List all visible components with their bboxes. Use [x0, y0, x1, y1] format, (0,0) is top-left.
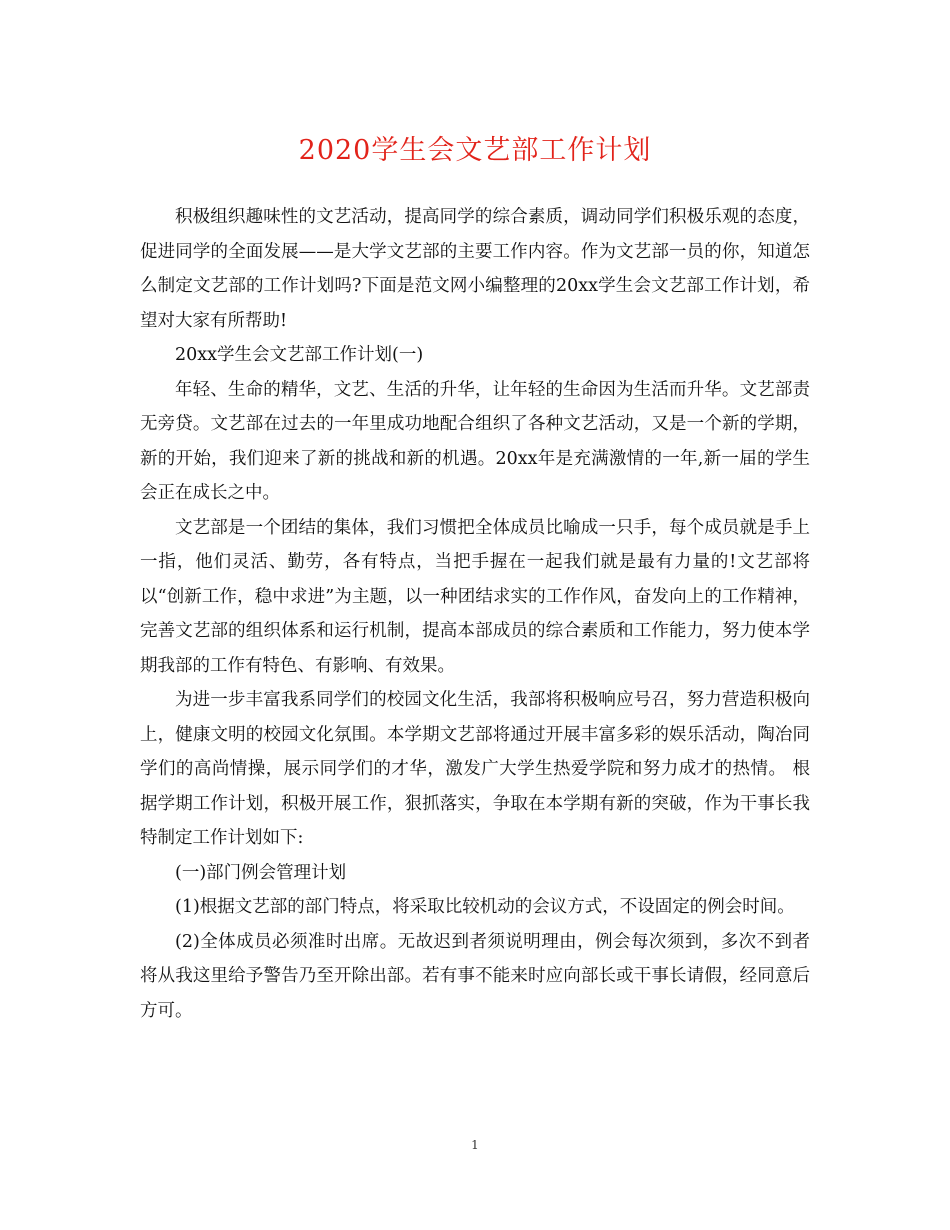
subheading-meeting-plan: (一)部门例会管理计划: [175, 862, 347, 883]
paragraph-youth: 年轻、生命的精华，文艺、生活的升华，让年轻的生命因为生活而升华。文艺部责无旁贷。文艺部在过去的一年里成功地配合组织了各种文艺活动，又是一个新的学期，新的开始，我们迎来了新的挑战和新的机遇。20xx年是充满激情的一年,新一届的学生会正在成长之中。: [140, 379, 810, 503]
list-item-2: (2)全体成员必须准时出席。无故迟到者须说明理由，例会每次须到，多次不到者将从我这里给予警告乃至开除出部。若有事不能来时应向部长或干事长请假，经同意后方可。: [140, 931, 810, 1021]
paragraph-team: 文艺部是一个团结的集体，我们习惯把全体成员比喻成一只手，每个成员就是手上一指，他们灵活、勤劳，各有特点，当把手握在一起我们就是最有力量的!文艺部将以“创新工作，稳中求进”为主题，以一种团结求实的工作作风，奋发向上的工作精神，完善文艺部的组织体系和运行机制，提高本部成员的综合素质和工作能力，努力使本学期我部的工作有特色、有影响、有效果。: [140, 517, 810, 676]
paragraph-campus-culture: 为进一步丰富我系同学们的校园文化生活，我部将积极响应号召，努力营造积极向上，健康文明的校园文化氛围。本学期文艺部将通过开展丰富多彩的娱乐活动，陶冶同学们的高尚情操，展示同学们的才华，激发广大学生热爱学院和努力成才的热情。 根据学期工作计划，积极开展工作，狠抓落实，争取在本学期有新的突破，作为干事长我特制定工作计划如下:: [140, 690, 810, 848]
document-title: 2020学生会文艺部工作计划: [298, 135, 652, 166]
section-heading-plan-one: 20xx学生会文艺部工作计划(一): [175, 345, 424, 365]
page-number: 1: [471, 1138, 479, 1152]
list-item-1: (1)根据文艺部的部门特点，将采取比较机动的会议方式，不设固定的例会时间。: [175, 897, 795, 917]
document-body: [140, 200, 810, 1028]
intro-paragraph: 积极组织趣味性的文艺活动，提高同学的综合素质，调动同学们积极乐观的态度，促进同学的全面发展——是大学文艺部的主要工作内容。作为文艺部一员的你，知道怎么制定文艺部的工作计划吗?下面是范文网小编整理的20xx学生会文艺部工作计划，希望对大家有所帮助!: [140, 207, 810, 331]
